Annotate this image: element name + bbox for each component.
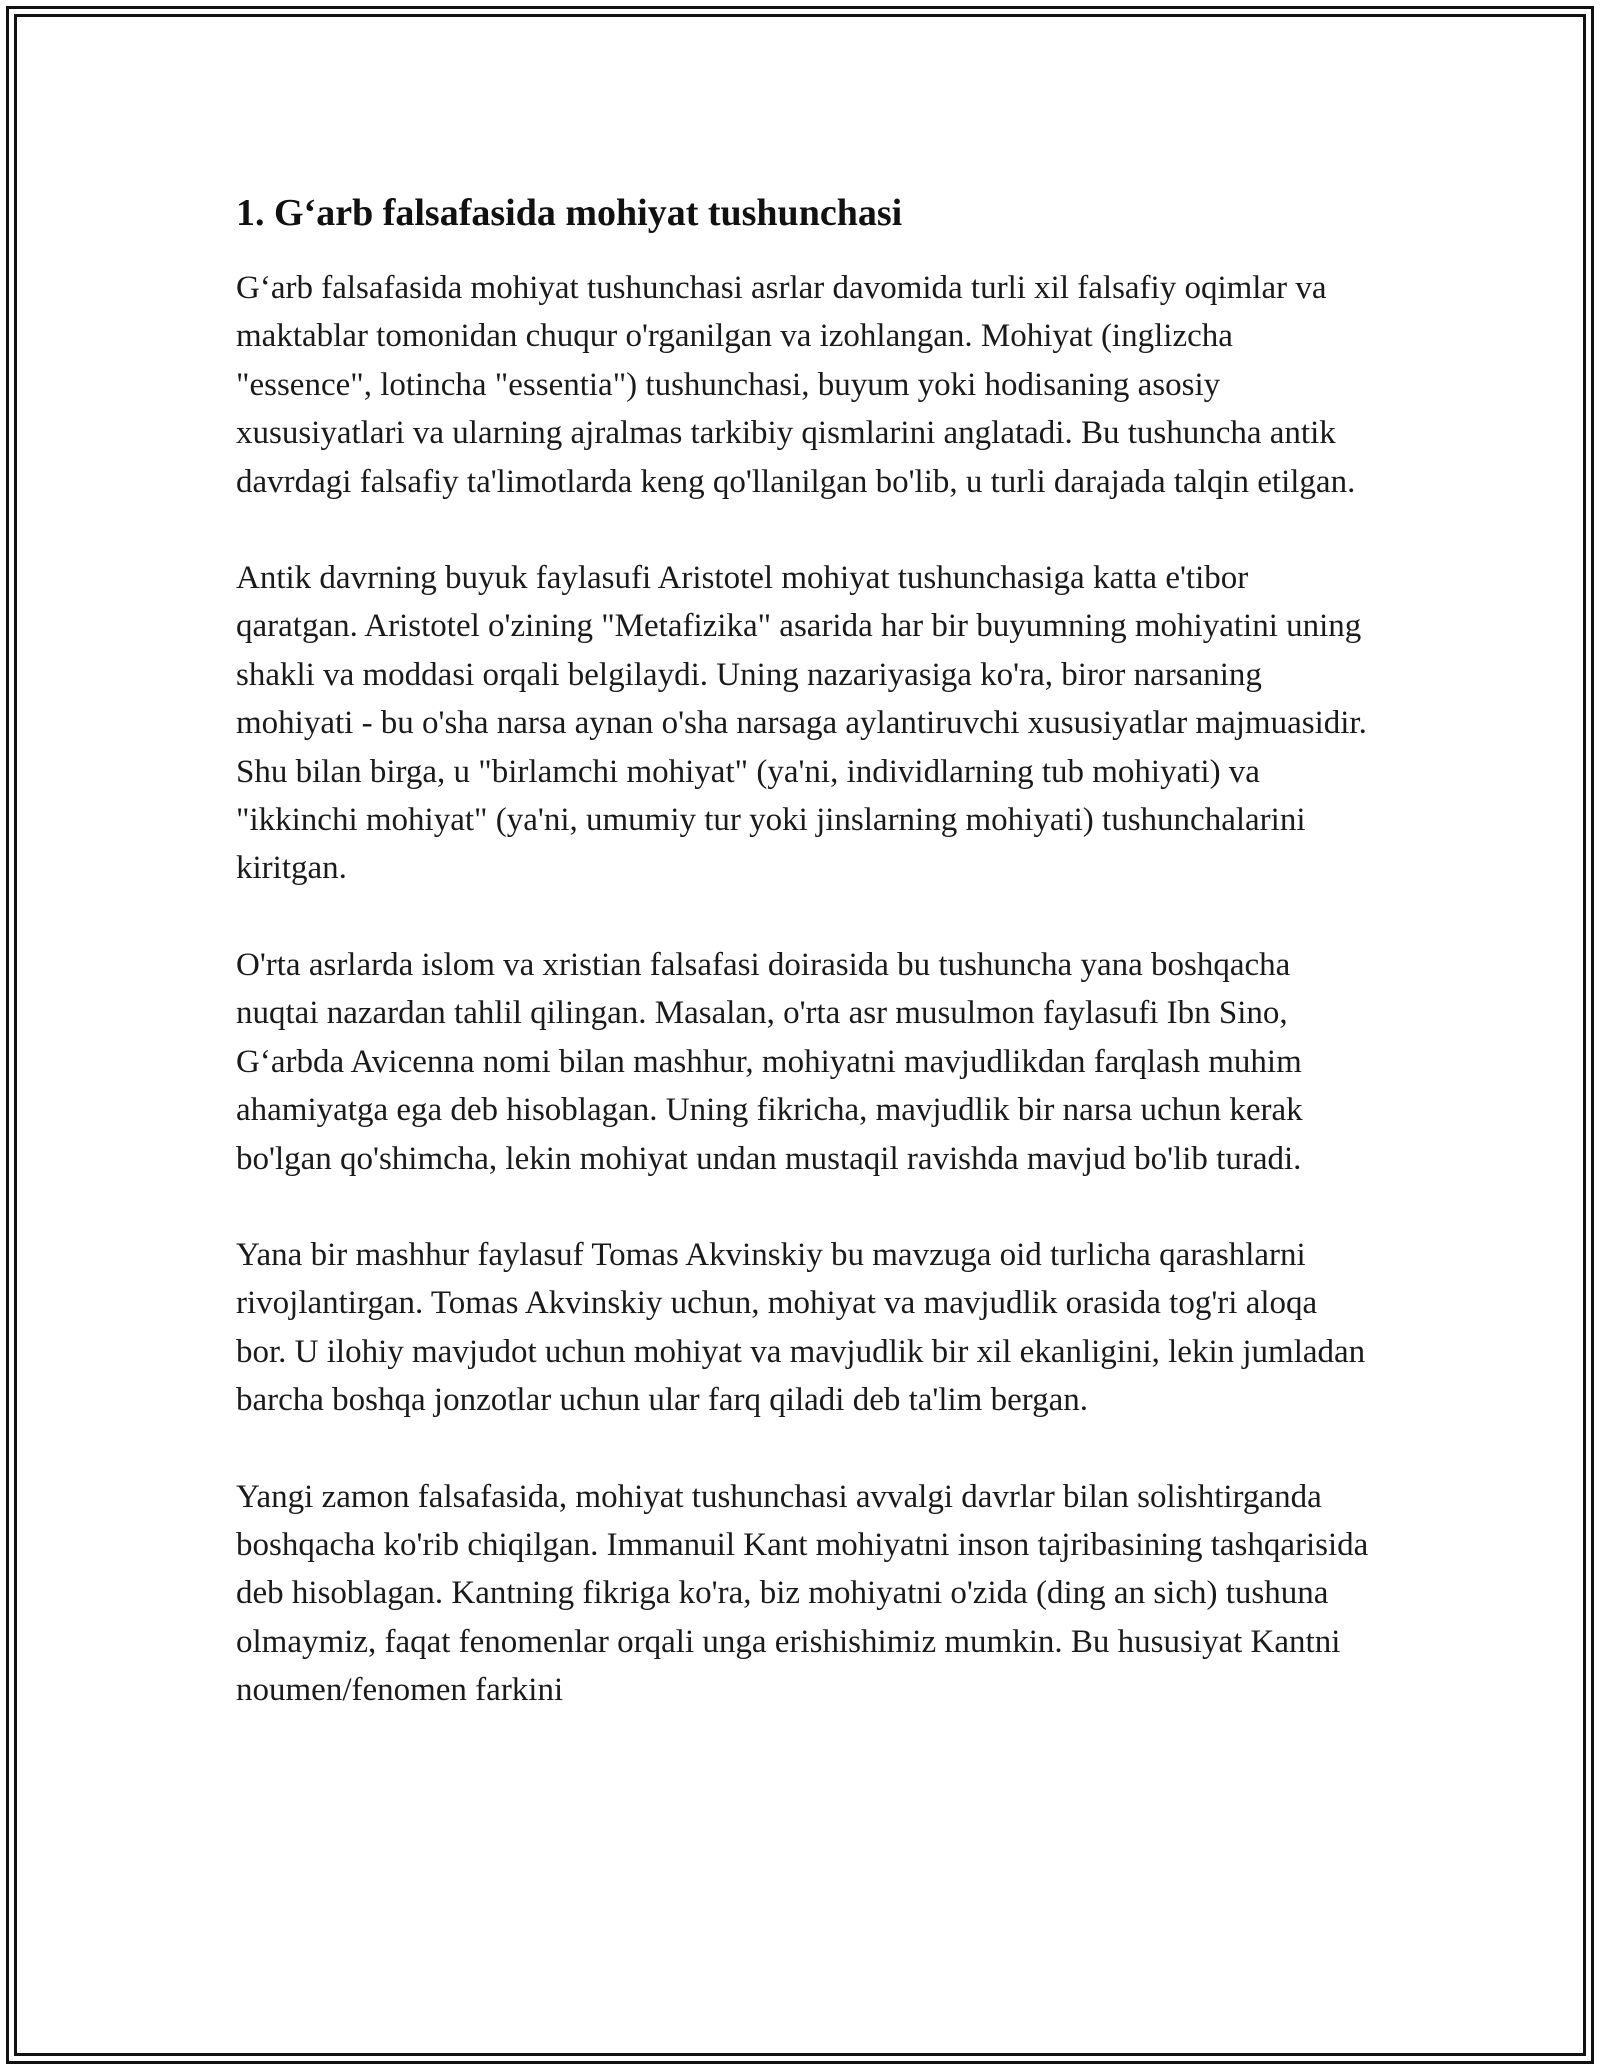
paragraph-aristotle: Antik davrning buyuk faylasufi Aristotel mohiyat tushunchasiga katta e'tibor qaratgan. Aristotel o'zining "Metafizika" asarida har bir buyumning mohiyatini uning shakli va moddasi orqali belgilaydi. Uning nazariyasiga ko'ra, biror narsaning mohiyati - bu o'sha narsa aynan o'sha narsaga aylantiruvchi xususiyatlar majmuasidir. Shu bilan birga, u "birlamchi mohiyat" (ya'ni, individlarning tub mohiyati) va "ikkinchi mohiyat" (ya'ni, umumiy tur yoki jinslarning mohiyati) tushunchalarini kiritgan. <box>236 560 1367 887</box>
paragraph-aquinas: Yana bir mashhur faylasuf Tomas Akvinskiy bu mavzuga oid turlicha qarashlarni rivojlantirgan. Tomas Akvinskiy uchun, mohiyat va mavjudlik orasida tog'ri aloqa bor. U ilohiy mavjudot uchun mohiyat va mavjudlik bir xil ekanligini, lekin jumladan barcha boshqa jonzotlar uchun ular farq qiladi deb ta'lim bergan. <box>236 1236 1366 1419</box>
document-body <box>236 188 1371 1763</box>
paragraph-intro: G‘arb falsafasida mohiyat tushunchasi asrlar davomida turli xil falsafiy oqimlar va maktablar tomonidan chuqur o'rganilgan va izohlangan. Mohiyat (inglizcha "essence", lotincha "essentia") tushunchasi, buyum yoki hodisaning asosiy xususiyatlari va ularning ajralmas tarkibiy qismlarini anglatadi. Bu tushuncha antik davrdagi falsafiy ta'limotlarda keng qo'llanilgan bo'lib, u turli darajada talqin etilgan. <box>236 270 1356 500</box>
paragraph-middle-ages: O'rta asrlarda islom va xristian falsafasi doirasida bu tushuncha yana boshqacha nuqtai nazardan tahlil qilingan. Masalan, o'rta asr musulmon faylasufi Ibn Sino, G‘arbda Avicenna nomi bilan mashhur, mohiyatni mavjudlikdan farqlash muhim ahamiyatga ega deb hisoblagan. Uning fikricha, mavjudlik bir narsa uchun kerak bo'lgan qo'shimcha, lekin mohiyat undan mustaqil ravishda mavjud bo'lib turadi. <box>236 946 1303 1177</box>
section-heading: 1. G‘arb falsafasida mohiyat tushunchasi <box>236 192 903 234</box>
paragraph-modern-kant: Yangi zamon falsafasida, mohiyat tushunchasi avvalgi davrlar bilan solishtirganda boshqacha ko'rib chiqilgan. Immanuil Kant mohiyatni inson tajribasining tashqarisida deb hisoblagan. Kantning fikriga ko'ra, biz mohiyatni o'zida (ding an sich) tushuna olmaymiz, faqat fenomenlar orqali unga erishishimiz mumkin. Bu hususiyat Kantni noumen/fenomen farkini <box>236 1478 1369 1709</box>
